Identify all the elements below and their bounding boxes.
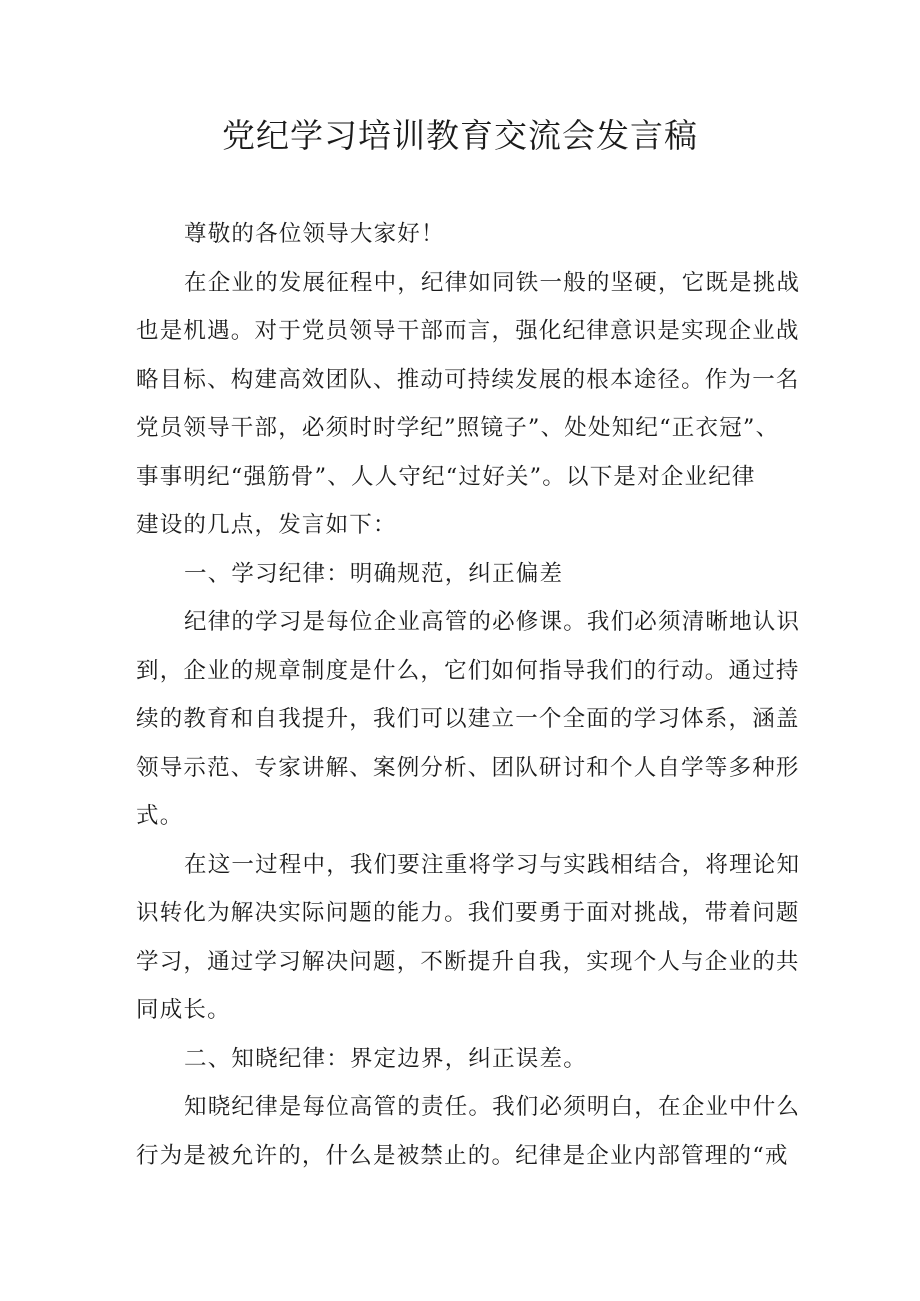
text-line: 党员领导干部，必须时时学纪”照镜子”、处处知纪“正衣冠”、 bbox=[136, 415, 780, 441]
text-line: 略目标、构建高效团队、推动可持续发展的根本途径。作为一名 bbox=[136, 366, 800, 393]
text-line: 一、学习纪律：明确规范，纠正偏差 bbox=[184, 560, 564, 587]
text-line: 行为是被允许的，什么是被禁止的。纪律是企业内部管理的“戒 bbox=[136, 1142, 789, 1169]
text-line: 纪律的学习是每位企业高管的必修课。我们必须清晰地认识 bbox=[184, 609, 801, 635]
text-line: 式。 bbox=[136, 803, 184, 829]
text-line: 二、知晓纪律：界定边界，纠正误差。 bbox=[184, 1045, 587, 1072]
paragraph-awareness bbox=[136, 1083, 801, 1180]
section-heading-2 bbox=[136, 1035, 790, 1084]
document-body bbox=[136, 210, 801, 1180]
paragraph-study bbox=[136, 598, 801, 841]
text-line: 同成长。 bbox=[136, 997, 231, 1023]
text-line: 学习，通过学习解决问题，不断提升自我，实现个人与企业的共 bbox=[136, 948, 800, 975]
text-line: 到，企业的规章制度是什么，它们如何指导我们的行动。通过持 bbox=[136, 657, 800, 684]
text-line: 续的教育和自我提升，我们可以建立一个全面的学习体系，涵盖 bbox=[136, 706, 800, 732]
text-line: 尊敬的各位领导大家好！ bbox=[184, 221, 445, 247]
section-heading-1 bbox=[136, 550, 790, 599]
text-line: 领导示范、专家讲解、案例分析、团队研讨和个人自学等多种形 bbox=[136, 754, 800, 781]
text-line: 知晓纪律是每位高管的责任。我们必须明白，在企业中什么 bbox=[184, 1094, 801, 1120]
text-line: 也是机遇。对于党员领导干部而言，强化纪律意识是实现企业战 bbox=[136, 318, 800, 344]
text-line: 建设的几点，发言如下： bbox=[136, 512, 397, 538]
text-line: 事事明纪“强筋骨”、人人守纪“过好关”。以下是对企业纪律 bbox=[136, 463, 756, 490]
paragraph-greeting bbox=[136, 210, 790, 259]
paragraph-practice bbox=[136, 841, 801, 1035]
text-line: 在企业的发展征程中，纪律如同铁一般的坚硬，它既是挑战 bbox=[184, 269, 801, 296]
text-line: 在这一过程中，我们要注重将学习与实践相结合，将理论知 bbox=[184, 851, 801, 878]
document-title: 党纪学习培训教育交流会发言稿 bbox=[222, 116, 698, 155]
paragraph-intro bbox=[136, 259, 801, 550]
text-line: 识转化为解决实际问题的能力。我们要勇于面对挑战，带着问题 bbox=[136, 900, 800, 926]
